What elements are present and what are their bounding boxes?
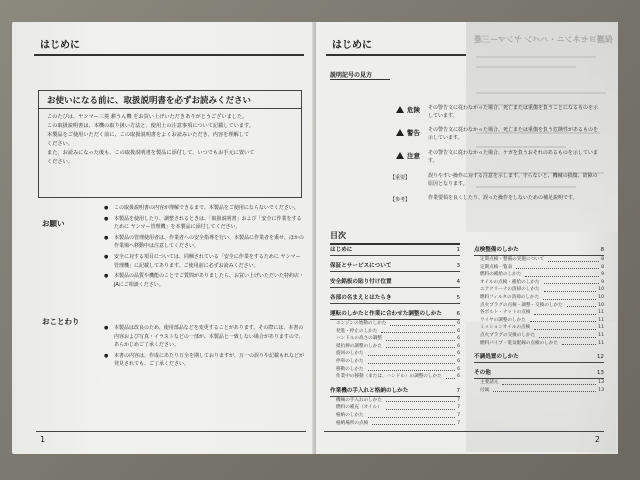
toc-label: 旋回のしかた	[336, 351, 364, 357]
toc-page-number: 11	[598, 325, 604, 331]
toc-page-number: 11	[598, 317, 604, 323]
request-bullet: ● 安全に対する項目については、同梱されている「安全に作業をするために ヤンマー管理機」に記載してあります。ご使用前に必ずお読みください。	[104, 253, 304, 270]
toc-entry	[474, 286, 604, 294]
danger-signal: 危険	[396, 105, 420, 114]
warning-text: その警告文に従わなかった場合、死亡または重傷を負う危険性があるものを示しています。	[428, 127, 599, 142]
toc-left-column	[330, 246, 460, 427]
read-manual-title: お使いになる前に、取扱説明書を必ずお読みください	[39, 91, 301, 109]
toc-page-number: 13	[598, 380, 604, 386]
toc-label: オイルの点検・補給のしかた	[480, 279, 540, 285]
disclaimer-section-title: おことわり	[42, 317, 80, 326]
toc-page-number: 4	[456, 279, 460, 285]
toc-chapter	[330, 262, 460, 272]
toc-entry	[474, 256, 604, 264]
toc-chapter	[474, 246, 604, 256]
reference-text: 作業要領を良くしたり、誤った操作をしないための補足説明です。	[428, 195, 578, 201]
toc-label: 抵抗棒の調整のしかた	[336, 343, 382, 349]
toc-label: 燃料フィルタの清掃のしかた	[480, 294, 540, 300]
toc-page-number: 11	[598, 340, 604, 346]
toc-page-number: 13	[598, 387, 604, 393]
request-bullets	[104, 204, 304, 291]
toc-chapter	[474, 369, 604, 379]
toc-label: 移動のしかた	[336, 366, 364, 372]
toc-page-number: 10	[598, 294, 604, 300]
toc-entry	[330, 366, 460, 374]
toc-chapter	[474, 353, 604, 363]
warning-triangle-icon	[396, 152, 404, 159]
intro-line: 本製品をご使用いただく前に、この取扱説明書をよくお読みいただき、内容を理解して	[47, 132, 250, 138]
toc-label: 点火プラグの交換のしかた	[480, 332, 536, 338]
left-footer-rule	[36, 431, 306, 432]
disclaimer-bullet: ● 本製品は改良のため、使用部品などを変更することがあります。その際には、本書の内容および写真・イラストなどの一部が、本製品と一致しない場合がありますので、あらかじめご了承ください。	[104, 324, 304, 350]
toc-page-number: 8	[601, 264, 604, 270]
toc-entry	[330, 358, 460, 366]
toc-entry	[330, 404, 460, 412]
reference-signal: 【参考】	[390, 197, 411, 203]
toc-label: 停車のしかた	[336, 358, 364, 364]
warning-triangle-icon	[396, 129, 404, 136]
toc-page-number: 6	[457, 374, 460, 380]
toc-label: 機械の手入れのしかた	[336, 397, 382, 403]
toc-label: 発進・停止のしかた	[336, 328, 378, 334]
toc-page-number: 11	[598, 310, 604, 316]
toc-page-number: 7	[457, 405, 460, 411]
toc-label: 不調処置のしかた	[474, 354, 519, 361]
toc-page-number: 9	[601, 279, 604, 285]
left-header	[34, 32, 304, 56]
toc-label: 付属	[480, 387, 490, 393]
toc-entry	[474, 264, 604, 272]
request-bullet: ● 本製品の管理使用者は、作業者への安全指導を行い、本製品に作業者を乗せ、ほかの作業場へ移動中は注意してください。	[104, 234, 304, 251]
important-signal: 【重要】	[390, 175, 411, 181]
toc-entry	[330, 343, 460, 351]
toc-label: 作業中の移動（または、ハンドル）の調整のしかた	[336, 374, 442, 380]
toc-entry	[474, 332, 604, 340]
left-header-title: はじめに	[40, 40, 80, 51]
warning-signal: 警告	[396, 128, 420, 137]
toc-entry	[474, 294, 604, 302]
toc-entry	[474, 279, 604, 287]
toc-chapter	[330, 294, 460, 304]
toc-label: ハンドルの高さの調整	[336, 336, 382, 342]
read-manual-box	[38, 90, 302, 198]
toc-label: 定期点検一覧表	[480, 264, 513, 270]
toc-label: 定期点検・整備の実施について	[480, 257, 545, 262]
toc-chapter	[330, 387, 460, 397]
toc-page-number: 8	[600, 247, 604, 253]
toc-page-number: 11	[598, 332, 604, 338]
toc-page-number: 1	[456, 247, 460, 253]
intro-line: ください。	[47, 159, 73, 165]
toc-label: その他	[474, 370, 491, 377]
right-footer-rule	[324, 431, 604, 432]
toc-page-number: 6	[457, 336, 460, 342]
toc-page-number: 6	[456, 311, 460, 317]
toc-page-number: 10	[598, 287, 604, 293]
toc-page-number: 6	[457, 358, 460, 364]
toc-entry	[474, 340, 604, 348]
toc-label: エアクリーナの清掃のしかた	[480, 287, 540, 293]
right-header	[326, 32, 466, 56]
toc-page-number: 12	[596, 354, 604, 361]
toc-label: エンジンの始動のしかた	[336, 321, 387, 326]
toc-label: 安全銘板の貼り付け位置	[330, 279, 392, 285]
toc-entry	[474, 271, 604, 279]
disclaimer-bullets	[104, 324, 304, 371]
toc-page-number: 9	[601, 272, 604, 278]
toc-entry	[330, 420, 460, 428]
toc-page-number: 6	[457, 328, 460, 334]
left-page	[12, 22, 316, 454]
warning-triangle-icon	[396, 106, 404, 113]
toc-page-number: 10	[598, 302, 604, 308]
request-bullet: ● 本製品を使用したり、調整されるときは、「取扱説明書」および「安全に作業をするために ヤンマー管理機」を本製品に添付してください。	[104, 215, 304, 232]
toc-page-number: 13	[596, 370, 604, 377]
right-page	[316, 22, 618, 454]
toc-entry	[330, 397, 460, 405]
right-header-title: はじめに	[332, 40, 372, 51]
toc-page-number: 7	[457, 420, 460, 426]
intro-line: また、お読みになった後も、この取扱説明書を製品に添付して、いつでもお手元に置いて	[47, 150, 255, 156]
right-page-number: 2	[594, 435, 600, 444]
toc-label: 格納場所の点検	[336, 420, 369, 426]
important-text: 誤りやすい操作に対する注意を示します。守らないと、機械の損傷、故障の原因となります。	[428, 173, 598, 188]
toc-entry	[474, 324, 604, 332]
intro-line: ください。	[47, 141, 73, 147]
toc-entry	[330, 373, 460, 381]
toc-entry	[330, 320, 460, 328]
toc-chapter	[330, 310, 460, 320]
toc-label: 主要諸元	[480, 380, 499, 386]
toc-label: 格納のしかた	[336, 412, 364, 418]
toc-label: はじめに	[330, 247, 353, 253]
toc-entry	[330, 335, 460, 343]
toc-entry	[330, 412, 460, 420]
toc-label: 運転のしかたと作業に合わせた調整のしかた	[330, 311, 442, 317]
intro-line: このたびは、ヤンマー三菱 耕うん機 をお買い上げいただきありがとうございました。	[47, 114, 248, 120]
toc-label: 各ボルト・ナットの点検	[480, 310, 531, 316]
toc-page-number: 7	[457, 397, 460, 403]
request-bullet: ● 本製品の品質や機能のことでご質問がありましたら、お買い上げいただいた特約店・JAにご相談ください。	[104, 272, 304, 289]
toc-entry	[474, 309, 604, 317]
toc-page-number: 8	[601, 257, 604, 262]
show-through-text: 保護ヨセネンニ・ハバン ヤンマー三菱	[474, 35, 613, 44]
signal-section-title: 説明記号の見方	[330, 70, 390, 80]
toc-label: 燃料の補充（オイル）	[336, 405, 382, 411]
toc-chapter	[330, 278, 460, 288]
toc-page-number: 7	[457, 412, 460, 418]
left-page-number: 1	[40, 435, 46, 444]
toc-chapter	[330, 246, 460, 256]
toc-label: 点火プラグの点検・調整・交換のしかた	[480, 302, 563, 308]
toc-entry	[474, 379, 604, 387]
caution-text: その警告文に従わなかった場合、ケガを負うおそれのあるものを示しています。	[428, 150, 598, 165]
toc-page-number: 6	[457, 366, 460, 372]
toc-label: 作業機の手入れと格納のしかた	[330, 387, 409, 394]
intro-line: この取扱説明書は、本機の取り扱い方法と、使用上の注意事項について記載しています。	[47, 123, 254, 129]
danger-text: その警告文に従わなかった場合、死亡または重傷を負うことになるものを示しています。	[428, 105, 599, 120]
toc-label: ミッションオイルの点検	[480, 325, 531, 331]
toc-label: 各部の名まえとはたらき	[330, 295, 392, 301]
toc-page-number: 7	[456, 387, 460, 394]
toc-page-number: 6	[457, 321, 460, 326]
toc-entry	[474, 302, 604, 310]
toc-page-number: 3	[456, 263, 460, 269]
toc-page-number: 5	[456, 295, 460, 301]
toc-label: ワイヤの調整のしかた	[480, 317, 526, 323]
disclaimer-bullet: ● 本書の内容は、作成にあたり万全を期しておりますが、万一の誤りや記載もれなどが発見されても、ご了承ください。	[104, 352, 304, 369]
toc-label: 保証とサービスについて	[330, 263, 392, 269]
toc-label: 燃料パイプ・電気配線の点検のしかた	[480, 340, 558, 346]
toc-label: 燃料の補給のしかた	[480, 272, 522, 278]
request-section-title: お願い	[42, 219, 65, 228]
toc-page-number: 6	[457, 351, 460, 357]
toc-page-number: 6	[457, 343, 460, 349]
toc-entry	[474, 387, 604, 395]
toc-entry	[330, 350, 460, 358]
caution-signal: 注意	[396, 151, 420, 160]
request-bullet: ● この取扱説明書の内容が理解できるまで、本製品をご使用にならないでください。	[104, 204, 304, 213]
toc-right-column	[474, 246, 604, 394]
toc-entry	[330, 328, 460, 336]
toc-label: 点検整備のしかた	[474, 247, 519, 253]
toc-title: 目次	[330, 230, 460, 245]
toc-entry	[474, 317, 604, 325]
